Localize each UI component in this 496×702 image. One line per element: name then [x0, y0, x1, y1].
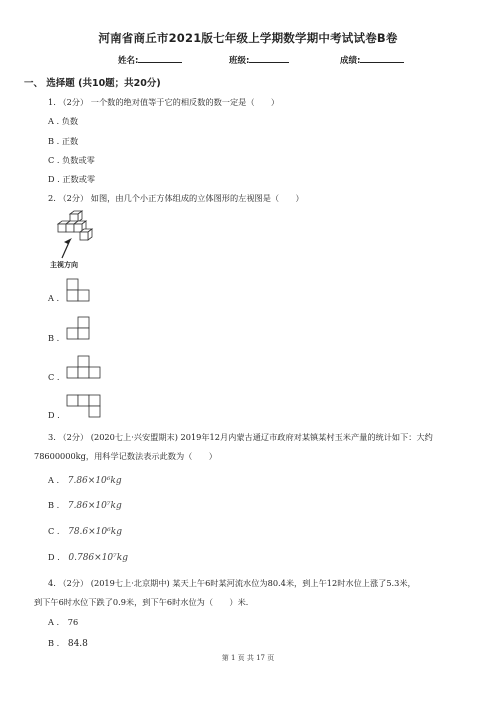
page-title: 河南省商丘市2021版七年级上学期数学期中考试试卷B卷 — [98, 31, 398, 45]
q2-option-b: B . — [48, 333, 60, 343]
q4-stem-line2: 到下午6时水位下跌了0.9米，到下午6时水位为（ ）米． — [34, 597, 254, 607]
q4-option-b-label: B . — [48, 638, 60, 648]
q3-option-c-label: C . — [48, 526, 60, 536]
q2-option-d: D . — [48, 410, 60, 420]
q4-option-a-label: A . — [48, 617, 60, 627]
name-field — [118, 54, 182, 66]
q4-option-a-value: 76 — [67, 617, 79, 627]
q4-option-b-value: 84.8 — [67, 639, 88, 649]
q3-option-a-label: A . — [48, 475, 60, 485]
q4-option-a — [48, 617, 78, 627]
q3-option-a-math: 7.86×10⁶kg — [67, 476, 122, 486]
q3-option-d-label: D . — [48, 552, 60, 562]
q3-option-c-math: 78.6×10⁶kg — [68, 527, 122, 537]
q1-option-a: A . 负数 — [48, 116, 79, 126]
score-field — [340, 54, 404, 66]
class-field — [229, 54, 289, 66]
q2-stem: 2. （2分） 如图，由几个小正方体组成的立体图形的左视图是（ ） — [48, 193, 304, 203]
score-blank — [360, 54, 404, 63]
q1-option-d: D . 正数或零 — [48, 174, 96, 184]
q4-option-b — [48, 638, 88, 649]
q3-stem-line1: 3. （2分） (2020七上·兴安盟期末) 2019年12月内蒙古通辽市政府对某镇某村玉米产量的统计如下：大约 — [48, 432, 433, 442]
q1-stem: 1. （2分） 一个数的绝对值等于它的相反数的数一定是（ ） — [48, 97, 280, 107]
class-blank — [249, 54, 289, 63]
q3-option-b — [48, 500, 122, 511]
q2-option-d-figure — [66, 394, 106, 420]
score-label: 成绩: — [340, 56, 361, 66]
q3-option-b-math: 7.86×10⁷kg — [67, 501, 122, 511]
q3-option-c — [48, 526, 122, 537]
figure-caption: 主视方向 — [50, 261, 78, 269]
q2-option-b-figure — [66, 316, 96, 342]
q3-option-b-label: B . — [48, 500, 60, 510]
section-heading: 一、 选择题 (共10题；共20分) — [24, 78, 161, 89]
q4-stem-line1: 4. （2分） (2019七上·北京期中) 某天上午6时某河流水位为80.4米，到上午12时水位上涨了5.3米， — [48, 578, 416, 588]
class-label: 班级: — [229, 56, 250, 66]
q3-stem-line2: 78600000kg，用科学记数法表示此数为（ ） — [34, 451, 217, 461]
name-label: 姓名: — [118, 56, 139, 66]
page-footer: 第 1 页 共 17 页 — [221, 654, 275, 662]
q2-option-c: C . — [48, 372, 60, 382]
q3-option-a — [48, 475, 122, 486]
q1-option-b: B . 正数 — [48, 136, 79, 146]
q1-option-c: C . 负数或零 — [48, 155, 95, 165]
q3-option-d — [48, 552, 128, 563]
q2-option-a-figure — [66, 278, 96, 304]
q3-option-d-math: 0.786×10⁷kg — [68, 553, 128, 563]
q2-option-a: A . — [48, 293, 60, 303]
name-blank — [138, 54, 182, 63]
q2-option-c-figure — [66, 355, 106, 381]
